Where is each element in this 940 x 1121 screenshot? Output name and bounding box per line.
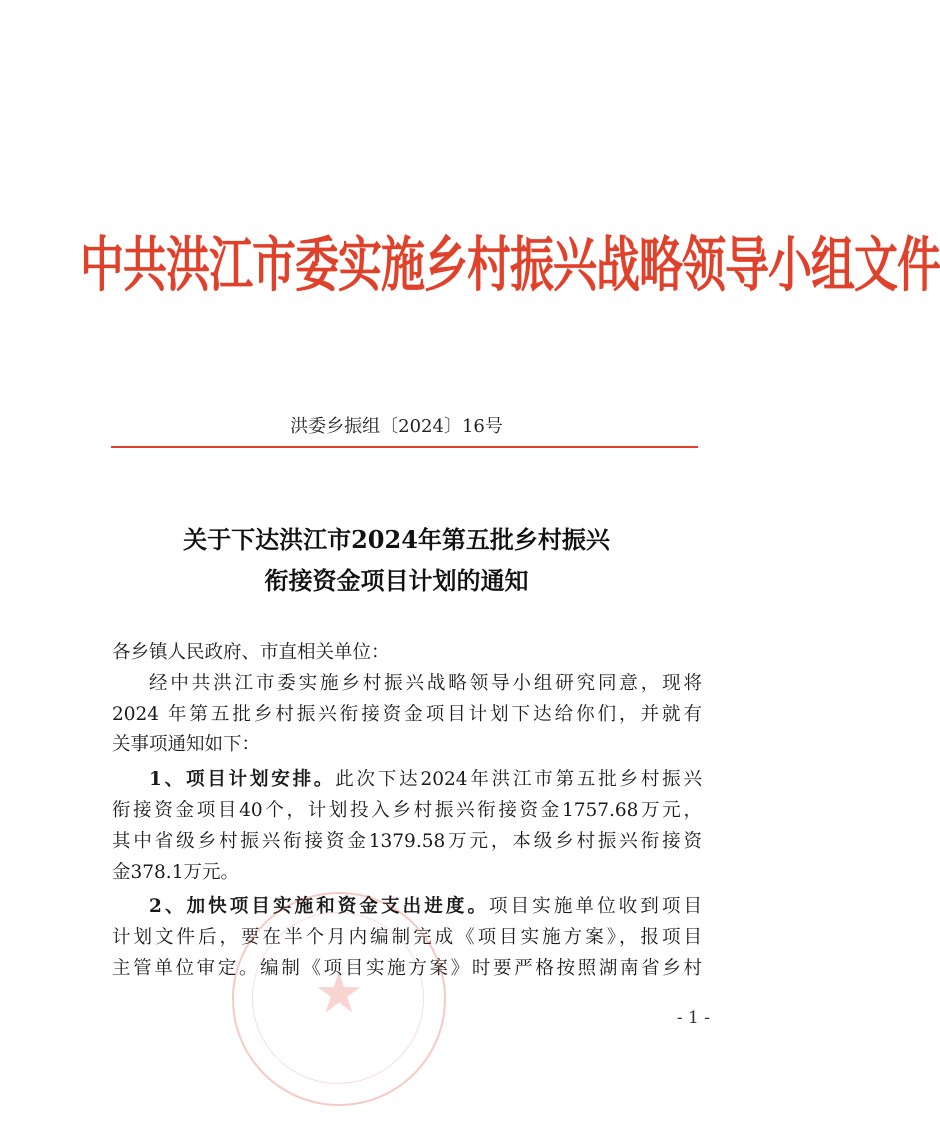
- document-number: 洪委乡振组〔2024〕16号: [290, 416, 503, 437]
- section2-line-1: [112, 892, 702, 923]
- intro-line-3: 关事项通知如下：: [112, 734, 261, 756]
- section1-line-3: 其中省级乡村振兴衔接资金1379.58万元，本级乡村振兴衔接资: [112, 830, 702, 852]
- salutation: 各乡镇人民政府、市直相关单位：: [112, 642, 390, 663]
- document-body: [112, 638, 702, 985]
- section1-line-1: [112, 765, 702, 796]
- intro-line-2: 2024 年第五批乡村振兴衔接资金项目计划下达给你们，并就有: [112, 703, 702, 725]
- notice-title-line-1: 关于下达洪江市2024年第五批乡村振兴: [183, 525, 610, 554]
- seal-star-icon: ★: [313, 961, 365, 1026]
- section1-text-1: 此次下达2024年洪江市第五批乡村振兴: [335, 769, 702, 791]
- section1-heading: 1、项目计划安排。: [149, 769, 336, 791]
- section1-line-2: 衔接资金项目40个，计划投入乡村振兴衔接资金1757.68万元，: [112, 799, 702, 821]
- section2-heading: 2、加快项目实施和资金支出进度。: [149, 896, 490, 918]
- section2-text-1: 项目实施单位收到项目: [489, 896, 702, 918]
- red-divider-line: [111, 446, 698, 448]
- intro-line-1: 经中共洪江市委实施乡村振兴战略领导小组研究同意，现将: [149, 672, 702, 694]
- page-number: - 1 -: [676, 1008, 710, 1028]
- red-header-title: 中共洪江市委实施乡村振兴战略领导小组文件: [80, 231, 940, 301]
- section1-line-4: 金378.1万元。: [112, 861, 239, 883]
- notice-title-line-2: 衔接资金项目计划的通知: [264, 566, 529, 595]
- section2-line-3: 主管单位审定。编制《项目实施方案》时要严格按照湖南省乡村: [112, 957, 702, 979]
- section2-line-2: 计划文件后，要在半个月内编制完成《项目实施方案》，报项目: [112, 927, 702, 949]
